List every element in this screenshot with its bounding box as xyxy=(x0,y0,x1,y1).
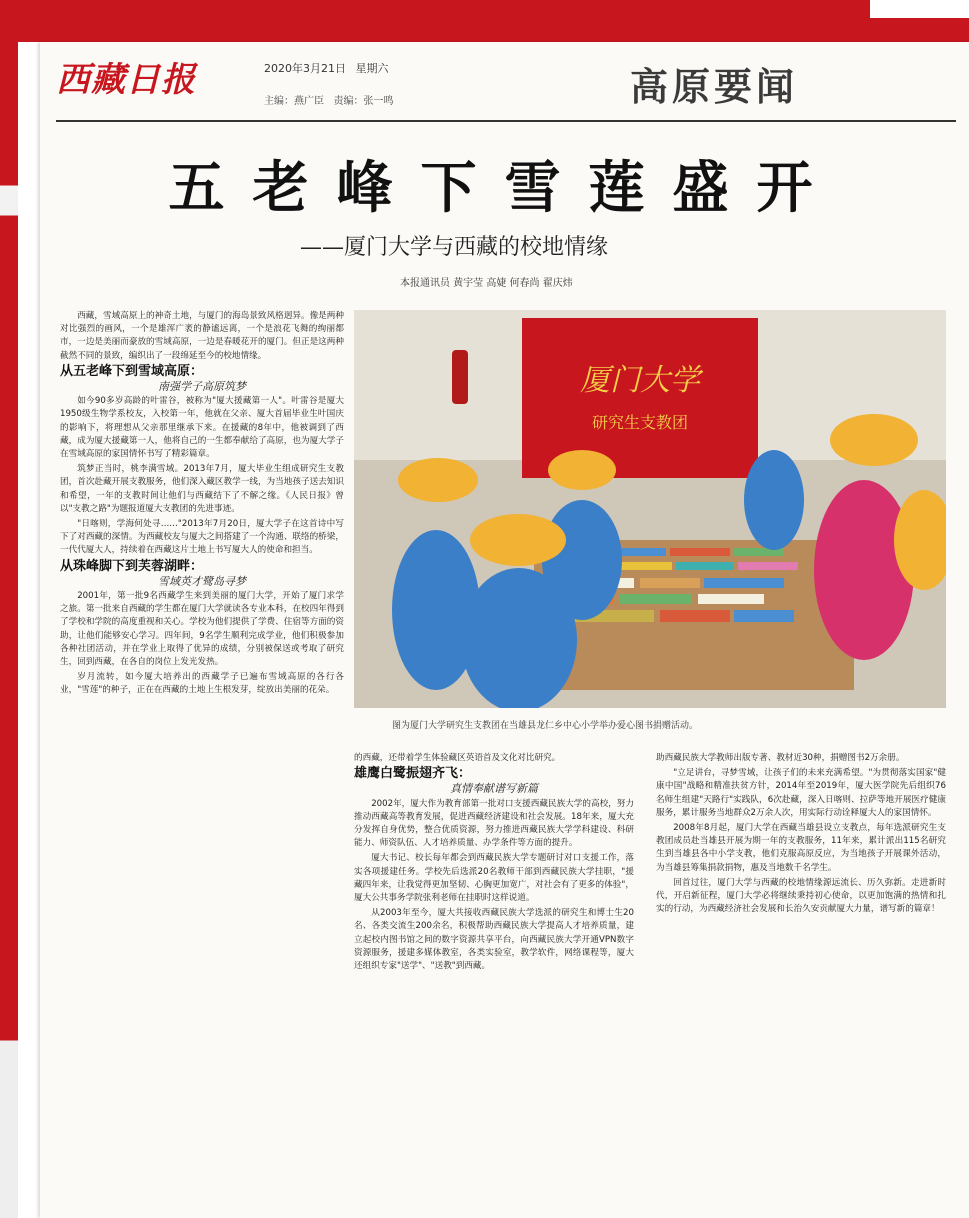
paragraph: 回首过往，厦门大学与西藏的校地情缘源远流长、历久弥新。走进新时代，开启新征程，厦门大学必将继续秉持初心使命，以更加饱满的热情和扎实的行动，为西藏经济社会发展和长治久安贡献厦大力量，谱写新的篇章！ xyxy=(656,877,946,915)
banner-subtitle: 研究生支教团 xyxy=(591,413,689,432)
newspaper-logo: 西藏日报 xyxy=(56,60,196,100)
proof-text: 责编：张一鸣 xyxy=(333,96,394,107)
section-heading: 从五老峰下到雪域高原： xyxy=(60,363,204,379)
paragraph: "日喀则，学海何处寻……"2013年7月20日，厦大学子在这首诗中写下了对西藏的深情。为西藏校友与厦大之间搭建了一个沟通、联络的桥梁，一代代厦大人，持续着在西藏这片土地上书写厦大人的使命和担当。 xyxy=(60,519,344,556)
masthead-divider xyxy=(56,120,956,122)
section-title: 高原要闻 xyxy=(630,65,799,109)
section-subheading: 雪域英才鹭岛寻梦 xyxy=(158,574,246,588)
section-subheading: 真情奉献谱写新篇 xyxy=(450,782,538,796)
article-column-1 xyxy=(60,310,344,1212)
article-column-3 xyxy=(656,752,946,1212)
paragraph: 的西藏，还带着学生体验藏区英语首及文化对比研究。 xyxy=(354,753,561,763)
photo-caption: 图为厦门大学研究生支教团在当雄县龙仁乡中心小学举办爱心图书捐赠活动。 xyxy=(392,721,699,731)
article-subhead: ——厦门大学与西藏的校地情缘 xyxy=(300,235,609,260)
paragraph: 从2003年至今，厦大共接收西藏民族大学选派的研究生和博士生20名、各类交流生200余名，积极帮助西藏民族大学提高人才培养质量，建立起校内图书馆之间的数字资源共享平台，向西藏民族大学开通VPN数字资源服务，援建多媒体教室，各类实验室，教学软件，网络课程等，厦大还组织专家"送学"、"送教"到西藏。 xyxy=(354,908,634,972)
background-red-band xyxy=(0,0,969,42)
paragraph: 岁月流转，如今厦大培养出的西藏学子已遍布雪域高原的各行各业，"雪莲"的种子，正在在西藏的土地上生根发芽，绽放出美丽的花朵。 xyxy=(60,672,344,696)
weekday-text: 星期六 xyxy=(355,62,389,75)
background-corner xyxy=(870,0,969,18)
photo-illustration xyxy=(354,310,946,708)
section-heading: 雄鹰白鹭振翅齐飞： xyxy=(354,766,472,782)
newspaper-page xyxy=(40,42,969,1218)
background-left-edge xyxy=(0,0,18,1218)
article-photo xyxy=(354,310,946,708)
paragraph: 厦大书记、校长每年都会到西藏民族大学专题研讨对口支援工作，落实各项援建任务。学校先后选派20名教师干部到西藏民族大学挂职，"援藏四年来，让我觉得更加坚韧、心胸更加宽广，对社会有了更多的体验"，厦大公共事务学院张利老师在挂职时这样说道。 xyxy=(354,853,634,904)
issue-date xyxy=(264,60,395,76)
editor-line xyxy=(264,92,394,107)
article-headline: 五老峰下雪莲盛开 xyxy=(168,155,841,221)
date-text: 2020年3月21日 xyxy=(264,62,346,75)
paragraph: 2001年，第一批9名西藏学生来到美丽的厦门大学，开始了厦门求学之旅。第一批来自西藏的学生都在厦门大学就读各专业本科，在校四年得到了学校和学院的高度重视和关心。学校为他们提供了学费、住宿等方面的资助，让他们能够安心学习。四年间，9名学生顺利完成学业，他们积极参加各种社团活动，并在学业上取得了优异的成绩，分别被保送或考取了研究生，回到西藏，在各自的岗位上发光发热。 xyxy=(60,591,344,668)
paragraph: 2008年8月起，厦门大学在西藏当雄县设立支教点，每年选派研究生支教团成员赴当雄县开展为期一年的支教服务，11年来，累计派出115名研究生到当雄县各中小学支教，他们克服高原反应，为当地孩子开展课外活动，为当雄县筹集捐款捐物，惠及当地数千名学生。 xyxy=(656,823,946,873)
paragraph: 西藏，雪域高原上的神奇土地，与厦门的海岛景致风格迥异。像是两种对比强烈的画风，一个是雄浑广袤的静谧远离，一个是浪花飞舞的绚丽都市，一边是美丽而豪放的雪域高原，一边是春暖花开的厦门。但正是这两种截然不同的景致，编织出了一段绵延至今的校地情缘。 xyxy=(60,311,344,361)
banner-title: 厦门大学 xyxy=(580,363,700,398)
editor-text: 主编：燕广臣 xyxy=(264,96,324,107)
section-subheading: 南强学子高原筑梦 xyxy=(158,380,246,394)
article-byline: 本报通讯员 黄宇莹 高婕 何春尚 翟庆炜 xyxy=(400,278,573,289)
article-column-2 xyxy=(354,752,634,1212)
paragraph: 2002年，厦大作为教育部第一批对口支援西藏民族大学的高校，努力推动西藏高等教育发展，促进西藏经济建设和社会发展。18年来，厦大充分发挥自身优势，整合优质资源，努力推进西藏民族大学学科建设、科研能力、师资队伍、人才培养质量、办学条件等方面的提升。 xyxy=(354,798,634,849)
paragraph: 如今90多岁高龄的叶雷谷，被称为"厦大援藏第一人"。叶雷谷是厦大1950级生物学系校友，入校第一年，他就在父亲、厦大首届毕业生叶国庆的影响下，将理想从父亲那里继承下来。在援藏的8年中，他被调到了西藏，成为厦大援藏第一人，他将自己的一生都奉献给了高原，也为厦大学子在雪域高原的家国情怀书写了精彩篇章。 xyxy=(60,396,344,460)
section-heading: 从珠峰脚下到芙蓉湖畔： xyxy=(60,558,204,574)
paragraph: 筑梦正当时，桃李满雪域。2013年7月，厦大毕业生组成研究生支教团，首次赴藏开展支教服务，他们深入藏区教学一线，为当地孩子送去知识和希望，一年的支教时间让他们与西藏结下了不解之缘。《人民日报》曾以"支教之路"为题报道厦大支教团的先进事迹。 xyxy=(60,464,344,514)
paragraph: 助西藏民族大学教师出版专著、教材近30种，捐赠图书2万余册。 xyxy=(656,753,905,763)
paragraph: "立足讲台，寻梦雪域，让孩子们的未来充满希望。"为贯彻落实国家"健康中国"战略和精准扶贫方针，2014年至2019年，厦大医学院先后组织76名师生组建"天路行"实践队，6次赴藏，深入日喀则、拉萨等地开展医疗健康服务，累计服务当地群众2万余人次，用实际行动诠释厦大人的家国情怀。 xyxy=(656,768,946,818)
